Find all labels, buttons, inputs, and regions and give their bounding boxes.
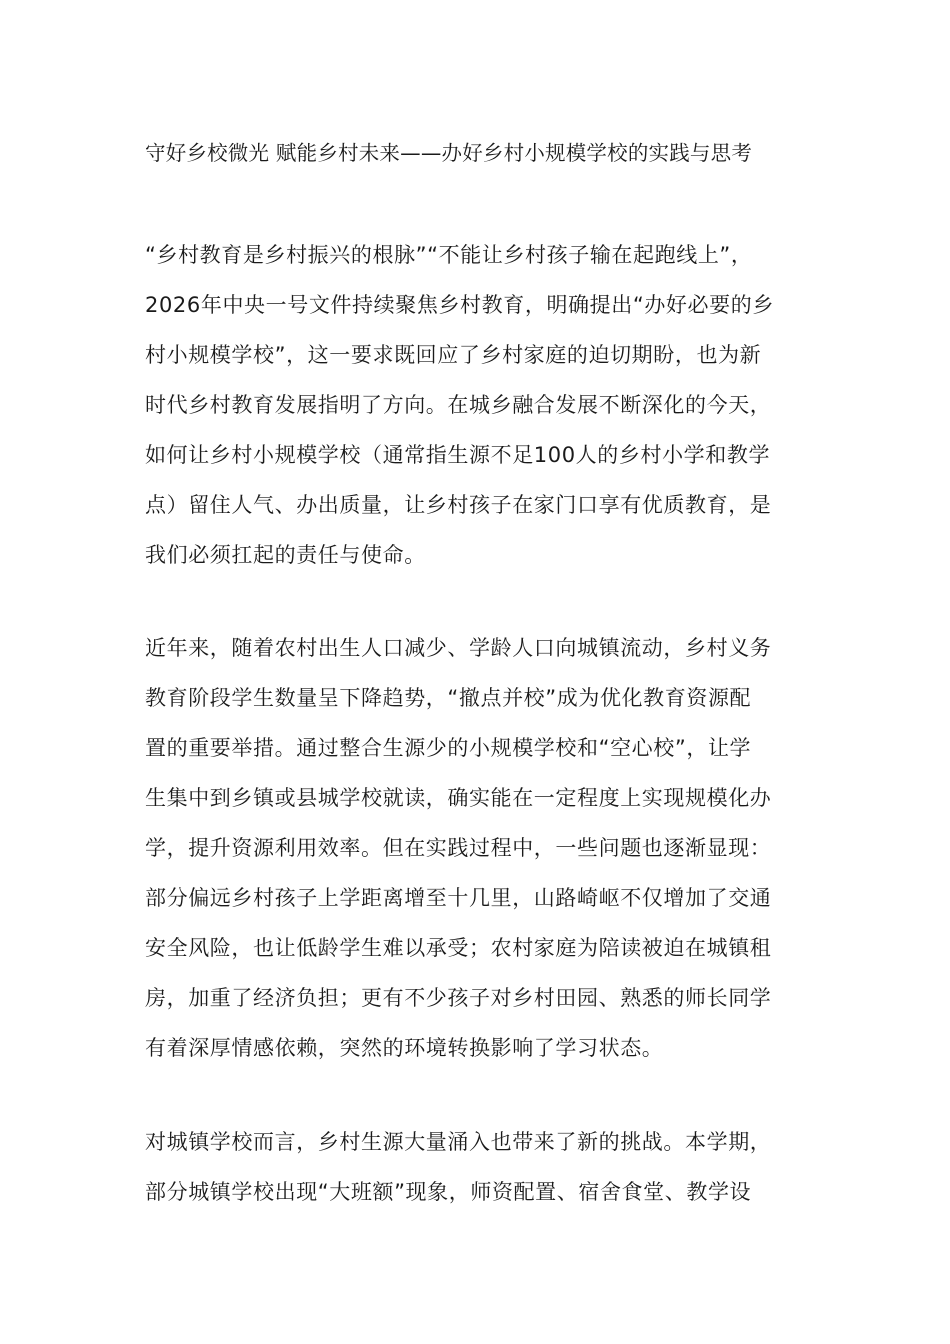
text-line: 如何让乡村小规模学校（通常指生源不足100人的乡村小学和教学	[145, 443, 771, 467]
paragraph-3	[145, 1117, 825, 1217]
text-line: 对城镇学校而言，乡村生源大量涌入也带来了新的挑战。本学期，	[145, 1130, 772, 1154]
text-line: “乡村教育是乡村振兴的根脉”“不能让乡村孩子输在起跑线上”，	[145, 243, 753, 267]
text-line: 2026年中央一号文件持续聚焦乡村教育，明确提出“办好必要的乡	[145, 293, 774, 317]
document-title: 守好乡校微光 赋能乡村未来——办好乡村小规模学校的实践与思考	[145, 141, 753, 165]
text-line: 我们必须扛起的责任与使命。	[145, 543, 426, 567]
text-line: 近年来，随着农村出生人口减少、学龄人口向城镇流动，乡村义务	[145, 636, 772, 660]
text-line: 时代乡村教育发展指明了方向。在城乡融合发展不断深化的今天，	[145, 393, 772, 417]
text-line: 部分偏远乡村孩子上学距离增至十几里，山路崎岖不仅增加了交通	[145, 886, 772, 910]
text-line: 安全风险，也让低龄学生难以承受；农村家庭为陪读被迫在城镇租	[145, 936, 772, 960]
text-line: 学，提升资源利用效率。但在实践过程中，一些问题也逐渐显现：	[145, 836, 772, 860]
text-line: 部分城镇学校出现“大班额”现象，师资配置、宿舍食堂、教学设	[145, 1180, 752, 1204]
text-line: 点）留住人气、办出质量，让乡村孩子在家门口享有优质教育，是	[145, 493, 772, 517]
text-line: 房，加重了经济负担；更有不少孩子对乡村田园、熟悉的师长同学	[145, 986, 772, 1010]
text-line: 置的重要举措。通过整合生源少的小规模学校和“空心校”，让学	[145, 736, 752, 760]
paragraph-1	[145, 230, 825, 580]
paragraph-2	[145, 623, 825, 1073]
text-line: 有着深厚情感依赖，突然的环境转换影响了学习状态。	[145, 1036, 664, 1060]
text-line: 生集中到乡镇或县城学校就读，确实能在一定程度上实现规模化办	[145, 786, 772, 810]
text-line: 村小规模学校”，这一要求既回应了乡村家庭的迫切期盼，也为新	[145, 343, 762, 367]
text-line: 教育阶段学生数量呈下降趋势，“撤点并校”成为优化教育资源配	[145, 686, 752, 710]
